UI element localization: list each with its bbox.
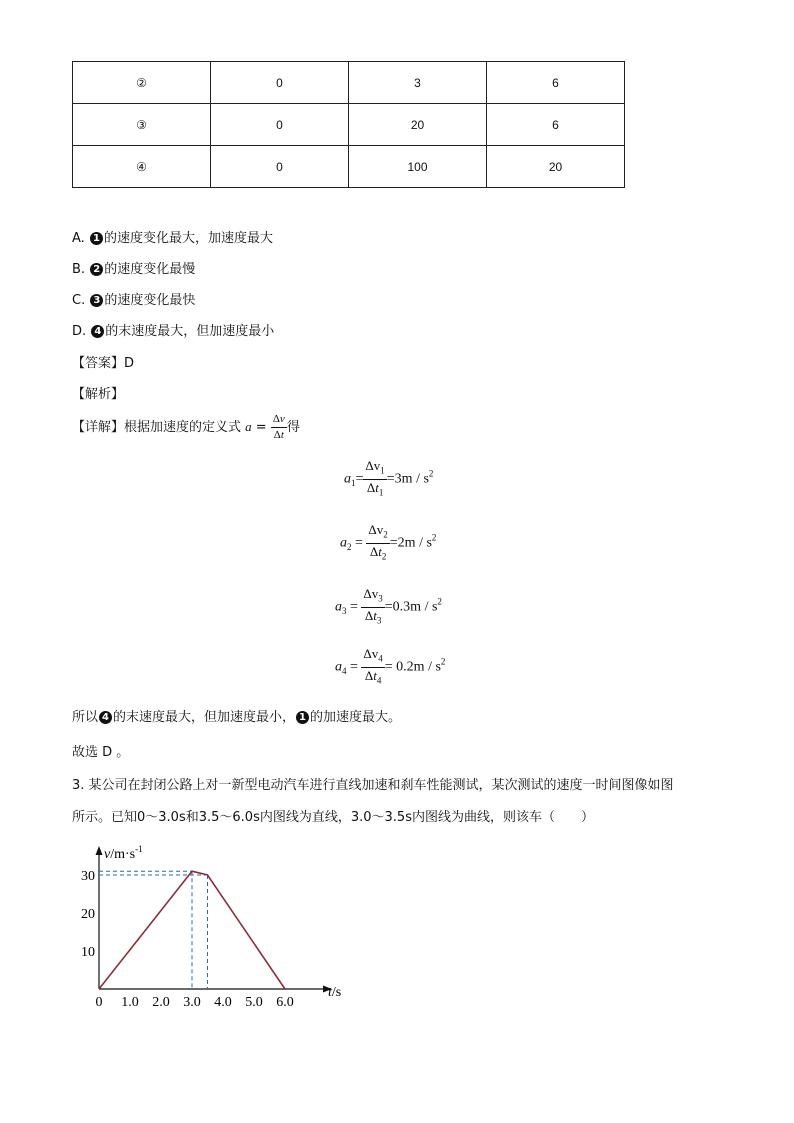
- option-c[interactable]: [72, 289, 195, 308]
- option-label: B.: [72, 262, 86, 277]
- table-cell: ②: [73, 62, 211, 104]
- eq-num: Δv: [365, 458, 381, 473]
- answer-line: [72, 352, 134, 371]
- option-a[interactable]: [72, 227, 273, 246]
- question-3: [72, 770, 722, 834]
- detail-line: 【详解】根据加速度的定义式 a = $\frac{\Delta v}{\Delta t}$ 得: [72, 413, 300, 441]
- y-axis-arrow: [96, 846, 103, 855]
- option-text: 的速度变化最慢: [104, 262, 196, 277]
- circled-number: 1: [90, 232, 103, 245]
- circled-number: 2: [90, 263, 103, 276]
- option-d[interactable]: [72, 320, 274, 339]
- option-b[interactable]: [72, 258, 195, 277]
- y-tick-label: 30: [81, 869, 95, 884]
- formula-a: a: [245, 419, 252, 434]
- question-line: 所示。已知0～3.0s和3.5～6.0s内图线为直线，3.0～3.5s内图线为曲线，则该车（ ）: [72, 810, 594, 825]
- y-tick-label: 10: [81, 945, 95, 960]
- table-cell: 0: [211, 146, 349, 188]
- y-axis-label: $v/m\cdot s^{-1}$: [104, 844, 143, 862]
- circled-number: 4: [91, 325, 104, 338]
- option-label: D.: [72, 324, 87, 339]
- equation-2: $a_2$ = $\frac{\Delta v_2}{\Delta t_2}$ $=2m / s^2$: [340, 522, 437, 562]
- data-table: [72, 61, 625, 188]
- question-line: 3. 某公司在封闭公路上对一新型电动汽车进行直线加速和刹车性能测试，某次测试的速度一时间图像如图: [72, 778, 674, 793]
- x-tick-label: 3.0: [183, 995, 201, 1010]
- analysis-tag: 【解析】: [72, 387, 125, 402]
- equation-1: $a_1=$ $\frac{\Delta v_1}{\Delta t_1}$ $=3m / s^2$: [344, 458, 434, 498]
- table-cell: 6: [487, 62, 625, 104]
- x-axis-label: t/s: [328, 985, 342, 1000]
- eq-result: =3m / s: [386, 471, 429, 487]
- table-row: [73, 62, 625, 104]
- table-row: [73, 146, 625, 188]
- option-label: A.: [72, 231, 85, 246]
- eq-num: Δv: [368, 522, 384, 537]
- detail-text: 根据加速度的定义式: [124, 420, 242, 435]
- answer-tag: 【答案】: [72, 356, 125, 371]
- table-cell: 20: [487, 146, 625, 188]
- option-text: 的速度变化最快: [104, 293, 196, 308]
- table-cell: ④: [73, 146, 211, 188]
- equation-4: $a_4$ = $\frac{\Delta v_4}{\Delta t_4}$ = $0.2m / s^2$: [335, 646, 446, 686]
- option-text: 的末速度最大，但加速度最小: [105, 324, 275, 339]
- answer-value: D: [124, 356, 135, 371]
- table-row: [73, 104, 625, 146]
- x-tick-label: 1.0: [121, 995, 139, 1010]
- eq-result: =0.3m / s: [384, 599, 438, 615]
- table-cell: 3: [349, 62, 487, 104]
- option-label: C.: [72, 293, 86, 308]
- table-cell: 100: [349, 146, 487, 188]
- table-cell: 0: [211, 104, 349, 146]
- equation-3: $a_3$ = $\frac{\Delta v_3}{\Delta t_3}$ $=0.3m / s^2$: [335, 586, 442, 626]
- detail-suffix: 得: [286, 420, 300, 435]
- circled-number: 4: [99, 711, 112, 724]
- eq-result: =2m / s: [389, 535, 432, 551]
- conclusion-line: 所以 4 的末速度最大，但加速度最小， 1 的加速度最大。: [72, 710, 402, 725]
- definition-fraction: $\frac{\Delta v}{\Delta t}$: [272, 413, 285, 441]
- table-cell: ③: [73, 104, 211, 146]
- y-tick-label: 20: [81, 907, 95, 922]
- table-cell: 0: [211, 62, 349, 104]
- eq-num: Δv: [363, 646, 379, 661]
- x-tick-label: 4.0: [214, 995, 232, 1010]
- circled-number: 1: [296, 711, 309, 724]
- eq-result: = 0.2m / s: [384, 659, 441, 675]
- x-tick-label: 6.0: [276, 995, 294, 1010]
- table-cell: 6: [487, 104, 625, 146]
- choose-line: 故选 D 。: [72, 745, 130, 760]
- x-tick-label: 0: [95, 995, 103, 1010]
- circled-number: 3: [90, 294, 103, 307]
- detail-tag: 【详解】: [72, 420, 125, 435]
- vt-chart: [70, 838, 360, 1013]
- eq-num: Δv: [363, 586, 379, 601]
- option-text: 的速度变化最大，加速度最大: [103, 231, 273, 246]
- x-tick-label: 2.0: [152, 995, 170, 1010]
- table-cell: 20: [349, 104, 487, 146]
- x-tick-label: 5.0: [245, 995, 263, 1010]
